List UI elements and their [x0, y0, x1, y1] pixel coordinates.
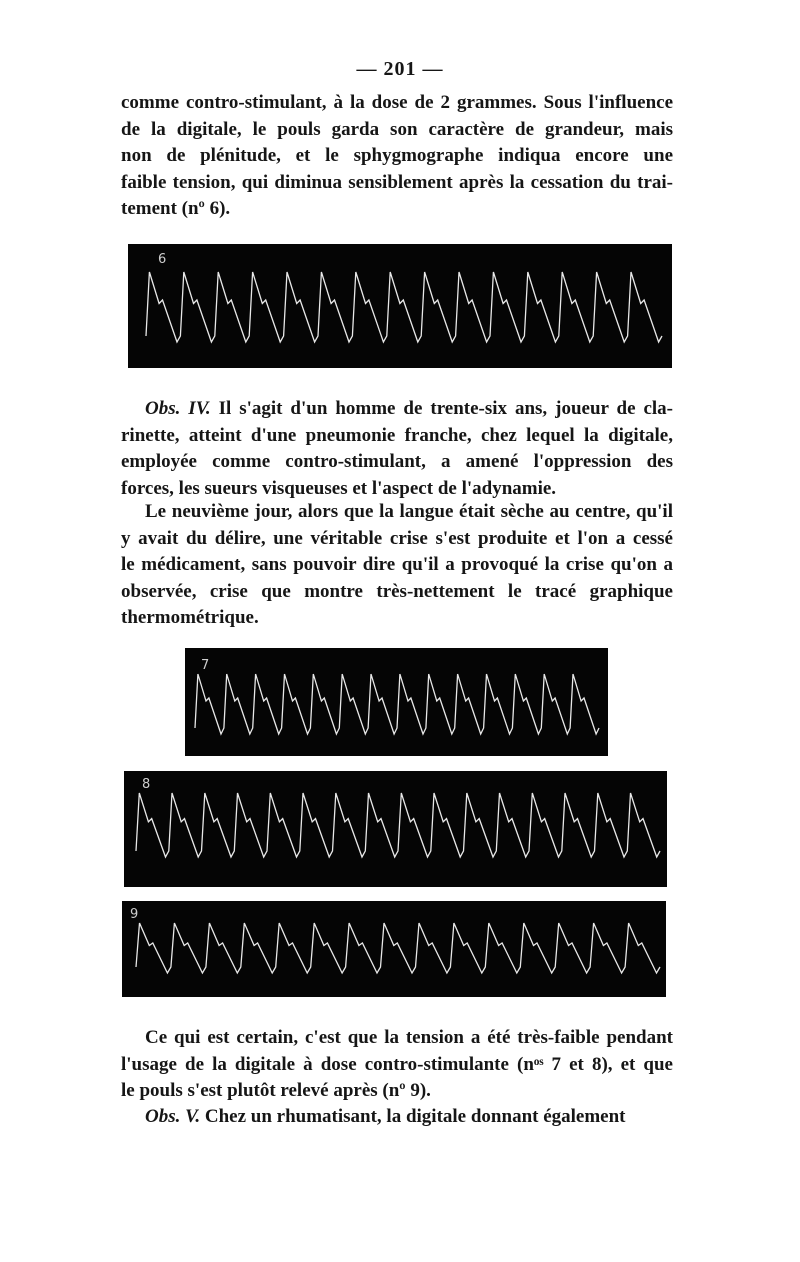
text-line: l'usage de la digitale à dose contro-stimulante (nᵒˢ 7 et 8), et que [121, 1053, 673, 1075]
text-line: comme contro-stimulant, à la dose de 2 grammes. Sous l'influence [121, 92, 673, 113]
sphygmograph-trace-8 [124, 771, 667, 887]
pulse-waveform [124, 771, 667, 887]
obs-heading: Obs. IV. [145, 398, 211, 419]
paragraph-4 [121, 1025, 673, 1105]
text-line: employée comme contro-stimulant, a amené l'oppression des [121, 451, 673, 472]
text-fragment: Il s'agit d'un homme de trente-six ans, joueur de cla- [218, 398, 674, 419]
text-line: thermométrique. [121, 607, 259, 628]
text-line: le pouls s'est plutôt relevé après (nº 9). [121, 1080, 431, 1101]
pulse-line [146, 272, 662, 342]
sphygmograph-trace-6 [128, 244, 672, 368]
text-line: tement (nº 6). [121, 198, 231, 219]
sphygmograph-trace-9 [122, 901, 666, 997]
text-line [121, 396, 673, 423]
obs-heading: Obs. V. [145, 1106, 201, 1127]
text-line: forces, les sueurs visqueuses et l'aspect de l'adynamie. [121, 477, 557, 499]
text-line: rinette, atteint d'une pneumonie franche, chez lequel la digitale, [121, 424, 673, 446]
trace-label: 7 [201, 658, 210, 673]
text-line: de la digitale, le pouls garda son caractère de grandeur, mais [121, 118, 673, 140]
pulse-line [136, 793, 660, 857]
pulse-waveform [128, 244, 672, 368]
pulse-line [195, 674, 599, 734]
text-line: Ce qui est certain, c'est que la tension a été très-faible pendant [145, 1027, 673, 1048]
text-line: Le neuvième jour, alors que la langue était sèche au centre, qu'il [145, 501, 673, 522]
sphygmograph-trace-7 [185, 648, 608, 756]
pulse-line [136, 923, 660, 973]
text-line: observée, crise que montre très-nettement le tracé graphique [121, 580, 673, 602]
pulse-waveform [185, 648, 608, 756]
trace-label: 6 [158, 252, 167, 267]
paragraph-1 [121, 90, 673, 223]
paragraph-3 [121, 499, 673, 632]
trace-label: 9 [130, 907, 139, 922]
text-line: faible tension, qui diminua sensiblement après la cessation du trai- [121, 171, 673, 193]
text-line: y avait du délire, une véritable crise s'est produite et l'on a cessé [121, 527, 673, 549]
paragraph-obs-4 [121, 396, 673, 502]
paragraph-obs-5 [121, 1104, 673, 1131]
text-fragment: Chez un rhumatisant, la digitale donnant également [204, 1106, 626, 1127]
pulse-waveform [122, 901, 666, 997]
text-line: le médicament, sans pouvoir dire qu'il a provoqué la crise qu'on a [121, 554, 673, 575]
text-line: non de plénitude, et le sphygmographe indiqua encore une [121, 145, 673, 166]
page-number: — 201 — [356, 58, 444, 80]
text-line [121, 1104, 673, 1131]
trace-label: 8 [142, 777, 151, 792]
